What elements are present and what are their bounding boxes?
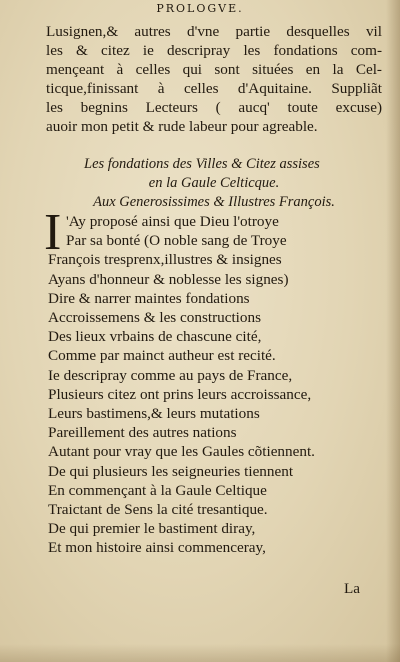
section-heading: Les fondations des Villes & Citez assises	[84, 156, 320, 172]
verse-line: Accroissemens & les constructions	[48, 309, 262, 327]
verse-line: Et mon histoire ainsi commenceray,	[48, 539, 266, 557]
prologue-paragraph	[46, 22, 382, 136]
dedication-heading: Aux Generosissimes & Illustres François.	[93, 194, 335, 210]
page-bottom-shadow	[0, 644, 400, 662]
verse-line: Plusieurs citez ont prins leurs accroissance,	[48, 385, 312, 403]
verse-line: Ayans d'honneur & noblesse les signes)	[48, 270, 289, 288]
verse-line: Leurs bastimens,& leurs mutations	[48, 405, 260, 423]
prose-line: Lusignen,& autres d'vne partie desquelles vil	[46, 23, 382, 40]
verse-line: De qui premier le bastiment diray,	[48, 520, 256, 538]
drop-cap: I	[44, 204, 62, 261]
verse-line: Des lieux vrbains de chascune cité,	[48, 328, 262, 346]
verse-line: François tresprenx,illustres & insignes	[48, 251, 282, 269]
section-heading-continued: en la Gaule Celticque.	[148, 175, 280, 191]
prose-line: mençeant à celles qui sont situées en la Cel-	[46, 61, 382, 78]
verse-line: Dire & narrer maintes fondations	[48, 289, 250, 307]
prose-line: les begnins Lecteurs ( aucq' toute excuse)	[46, 99, 382, 116]
prose-line: auoir mon petit & rude labeur pour agreable.	[46, 118, 318, 135]
verse-line: De qui plusieurs les seigneuries tiennent	[48, 462, 294, 480]
verse-line: Comme par mainct autheur est recité.	[48, 347, 276, 365]
prose-line: ticque,finissant à celles d'Aquitaine. Suppliãt	[46, 80, 382, 97]
verse-line: Traictant de Sens la cité tresantique.	[48, 501, 268, 519]
verse-line: En commençant à la Gaule Celtique	[48, 481, 267, 499]
verse-line: Ie descripray comme au pays de France,	[48, 366, 293, 384]
catchword: La	[343, 580, 360, 597]
running-head: PROLOGVE.	[156, 2, 244, 15]
verse-line: Autant pour vray que les Gaules cõtiennent.	[48, 443, 315, 461]
verse-line: Par sa bonté (O noble sang de Troye	[66, 232, 287, 250]
prose-line: les & citez ie descripray les fondations com-	[46, 42, 382, 59]
verse-line: 'Ay proposé ainsi que Dieu l'otroye	[66, 213, 279, 230]
page-edge-shadow	[386, 0, 400, 662]
verse-line: Pareillement des autres nations	[48, 424, 237, 442]
verse-block	[48, 212, 384, 558]
